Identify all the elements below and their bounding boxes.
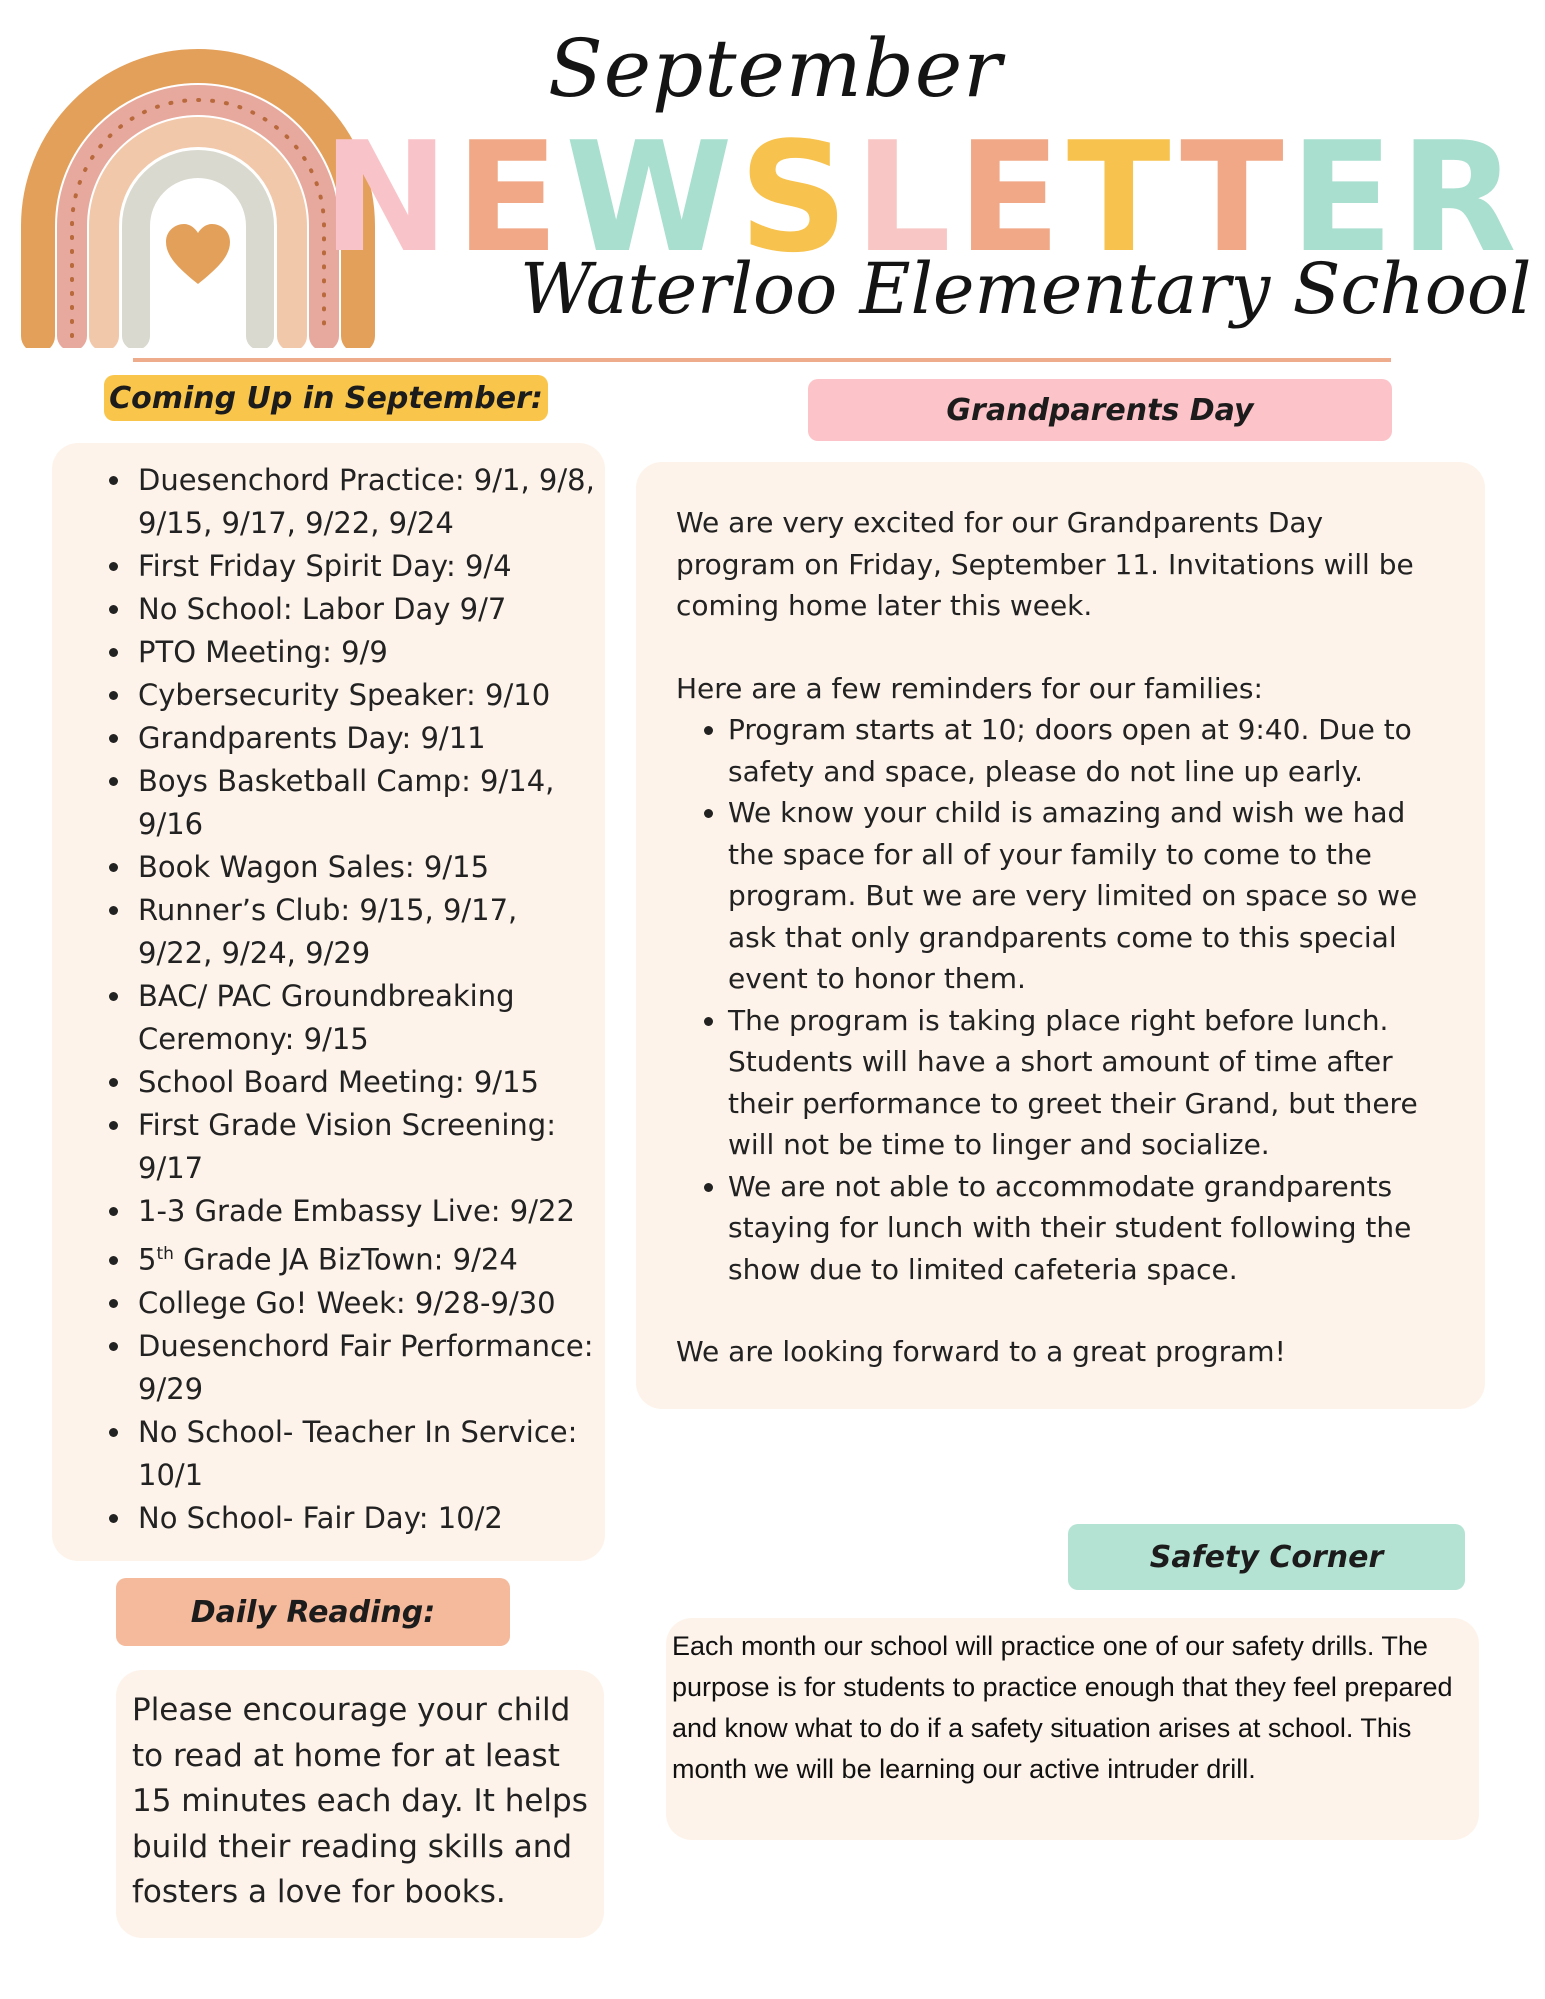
grandparents-heading: Grandparents Day [808,379,1392,441]
title-letter: T [1066,109,1181,286]
list-item: • Cybersecurity Speaker: 9/10 [134,674,597,717]
reading-heading: Daily Reading: [116,1578,510,1646]
list-item: • College Go! Week: 9/28-9/30 [134,1282,597,1325]
list-item: • Runner’s Club: 9/15, 9/17, 9/22, 9/24, 9/29 [134,889,597,975]
title-letter: E [455,109,566,286]
coming-up-heading: Coming Up in September: [104,375,548,421]
list-item: • 1-3 Grade Embassy Live: 9/22 [134,1190,597,1233]
safety-panel [666,1618,1479,1840]
safety-heading: Safety Corner [1068,1524,1465,1590]
month-title: September [548,22,1003,115]
list-item-text: Grade JA BizTown: 9/24 [173,1242,518,1277]
list-item: • Book Wagon Sales: 9/15 [134,846,597,889]
safety-body: Each month our school will practice one of our safety drills. The purpose is for students to practice enough that they feel prepared and know what to do if a safety situation arises at school. This month we will be learning our active intruder drill. [672,1631,1453,1784]
title-letter: N [322,109,456,286]
grandparents-panel [636,462,1485,1409]
reminders-lead: Here are a few reminders for our families: [676,671,1263,705]
list-item: • School Board Meeting: 9/15 [134,1061,597,1104]
grandparents-closing: We are looking forward to a great program! [676,1335,1286,1368]
grandparents-intro: We are very excited for our Grandparents Day program on Friday, September 11. Invitations will be coming home later this week. [676,506,1414,622]
title-letter: R [1399,109,1523,286]
list-item [134,1233,597,1282]
list-item: • First Grade Vision Screening: 9/17 [134,1104,597,1190]
coming-up-panel [52,443,605,1561]
list-item-number: 5 [138,1242,157,1277]
list-item: • BAC/ PAC Groundbreaking Ceremony: 9/15 [134,975,597,1061]
reading-panel [116,1670,604,1938]
list-item-ordinal: th [156,1244,174,1264]
list-item: • PTO Meeting: 9/9 [134,631,597,674]
list-item: • Duesenchord Practice: 9/1, 9/8, 9/15, 9/17, 9/22, 9/24 [134,459,597,545]
list-item: • We know your child is amazing and wish we had the space for all of your family to come to the program. But we are very limited on space so we ask that only grandparents come to this special event to honor them. [728,792,1429,1000]
list-item: • No School: Labor Day 9/7 [134,588,597,631]
list-item: • Program starts at 10; doors open at 9:40. Due to safety and space, please do not line up early. [728,709,1429,792]
reminders-list [676,709,1429,1290]
header-divider [133,358,1391,362]
list-item: • We are not able to accommodate grandparents staying for lunch with their student following the show due to limited cafeteria space. [728,1166,1429,1291]
title-letter: L [854,109,958,286]
list-item: • No School- Teacher In Service: 10/1 [134,1411,597,1497]
title-letter: T [1180,109,1290,286]
reading-body: Please encourage your child to read at home for at least 15 minutes each day. It helps build their reading skills and fosters a love for books. [132,1692,588,1910]
coming-up-list [52,459,597,1540]
list-item: • Duesenchord Fair Performance: 9/29 [134,1325,597,1411]
list-item: • The program is taking place right before lunch. Students will have a short amount of time after their performance to greet their Grand, but there will not be time to linger and socialize. [728,1000,1429,1166]
title-letter: E [957,109,1067,286]
title-letter: E [1289,109,1400,286]
school-name: Waterloo Elementary School [520,248,1532,330]
list-item: • No School- Fair Day: 10/2 [134,1497,597,1540]
title-letter: W [565,109,739,286]
list-item: • Grandparents Day: 9/11 [134,717,597,760]
list-item: • Boys Basketball Camp: 9/14, 9/16 [134,760,597,846]
title-letter: S [738,109,855,286]
list-item: • First Friday Spirit Day: 9/4 [134,545,597,588]
